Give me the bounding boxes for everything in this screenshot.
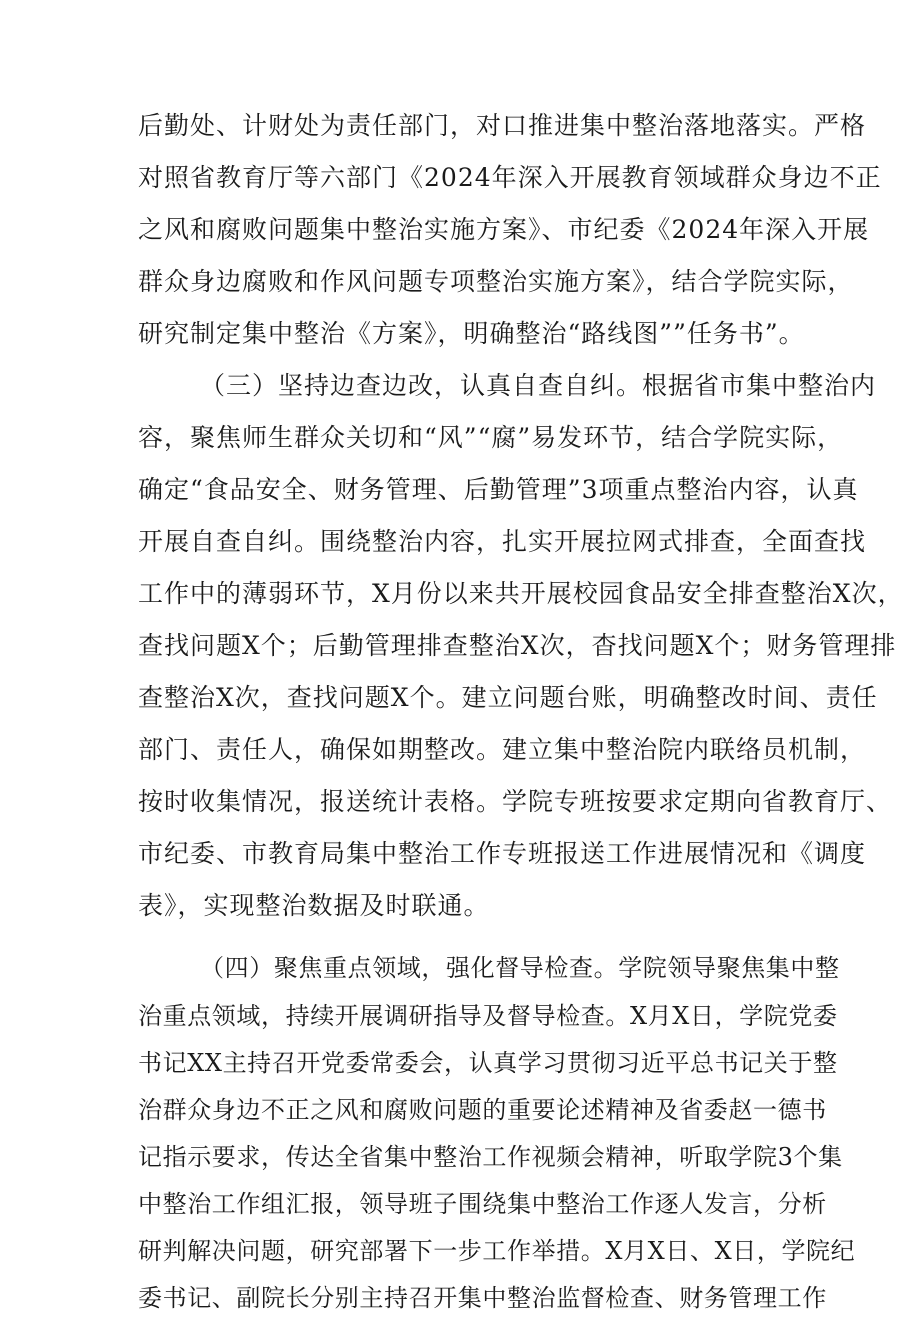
text-line: 工作中的薄弱环节，X月份以来共开展校园食品安全排查整治X次， [138,579,904,608]
text-line: 查找问题X个；后勤管理排查整治X次，杳找问题X个；财务管理排 [138,631,897,660]
text-line: 书记XX主持召开党委常委会，认真学习贯彻习近平总书记关于整 [138,1049,838,1077]
text-line: 对照省教育厅等六部门《2024年深入开展教育领域群众身边不正 [138,163,882,192]
section-heading-line: （四）聚焦重点领域，强化督导检查。学院领导聚焦集中整 [200,954,840,982]
text-line: 中整治工作组汇报，领导班子围绕集中整治工作逐人发言，分析 [138,1190,827,1218]
text-line: 治重点领域，持续开展调研指导及督导检查。X月X日，学院党委 [138,1002,838,1030]
text-line: 市纪委、市教育局集中整治工作专班报送工作进展情况和《调度 [138,839,867,868]
text-line: 部门、责任人，确保如期整改。建立集中整治院内联络员机制， [138,735,867,764]
text-line: 委书记、副院长分别主持召开集中整治监督检查、财务管理工作 [138,1284,827,1312]
section-heading-line: （三）坚持边查边改，认真自查自纠。根据省市集中整治内 [200,371,877,400]
text-line: 治群众身边不正之风和腐败问题的重要论述精神及省委赵一德书 [138,1096,827,1124]
text-line: 开展自查自纠。围绕整治内容，扎实开展拉网式排查，全面查找 [138,527,867,556]
text-line: 容，聚焦师生群众关切和“风”“腐”易发环节，结合学院实际， [138,423,844,452]
text-line: 之风和腐败问题集中整治实施方案》、市纪委《2024年深入开展 [138,215,870,244]
text-line: 后勤处、计财处为责任部门，对口推进集中整治落地落实。严格 [138,111,867,140]
text-line: 表》，实现整治数据及时联通。 [138,891,490,920]
text-line: 确定“食品安全、财务管理、后勤管理”3项重点整治内容，认真 [138,475,859,504]
text-line: 记指示要求，传达全省集中整治工作视频会精神，听取学院3个集 [138,1143,843,1171]
text-line: 查整治X次，查找问题X个。建立问题台账，明确整改时间、责任 [138,683,878,712]
text-line: 研究制定集中整治《方案》，明确整治“路线图””任务书”。 [138,319,805,348]
text-line: 按时收集情况，报送统计表格。学院专班按要求定期向省教育厅、 [138,787,893,816]
text-line: 研判解决问题，研究部署下一步工作举措。X月X日、X日，学院纪 [138,1237,856,1265]
text-line: 群众身边腐败和作风问题专项整治实施方案》，结合学院实际， [138,267,854,296]
